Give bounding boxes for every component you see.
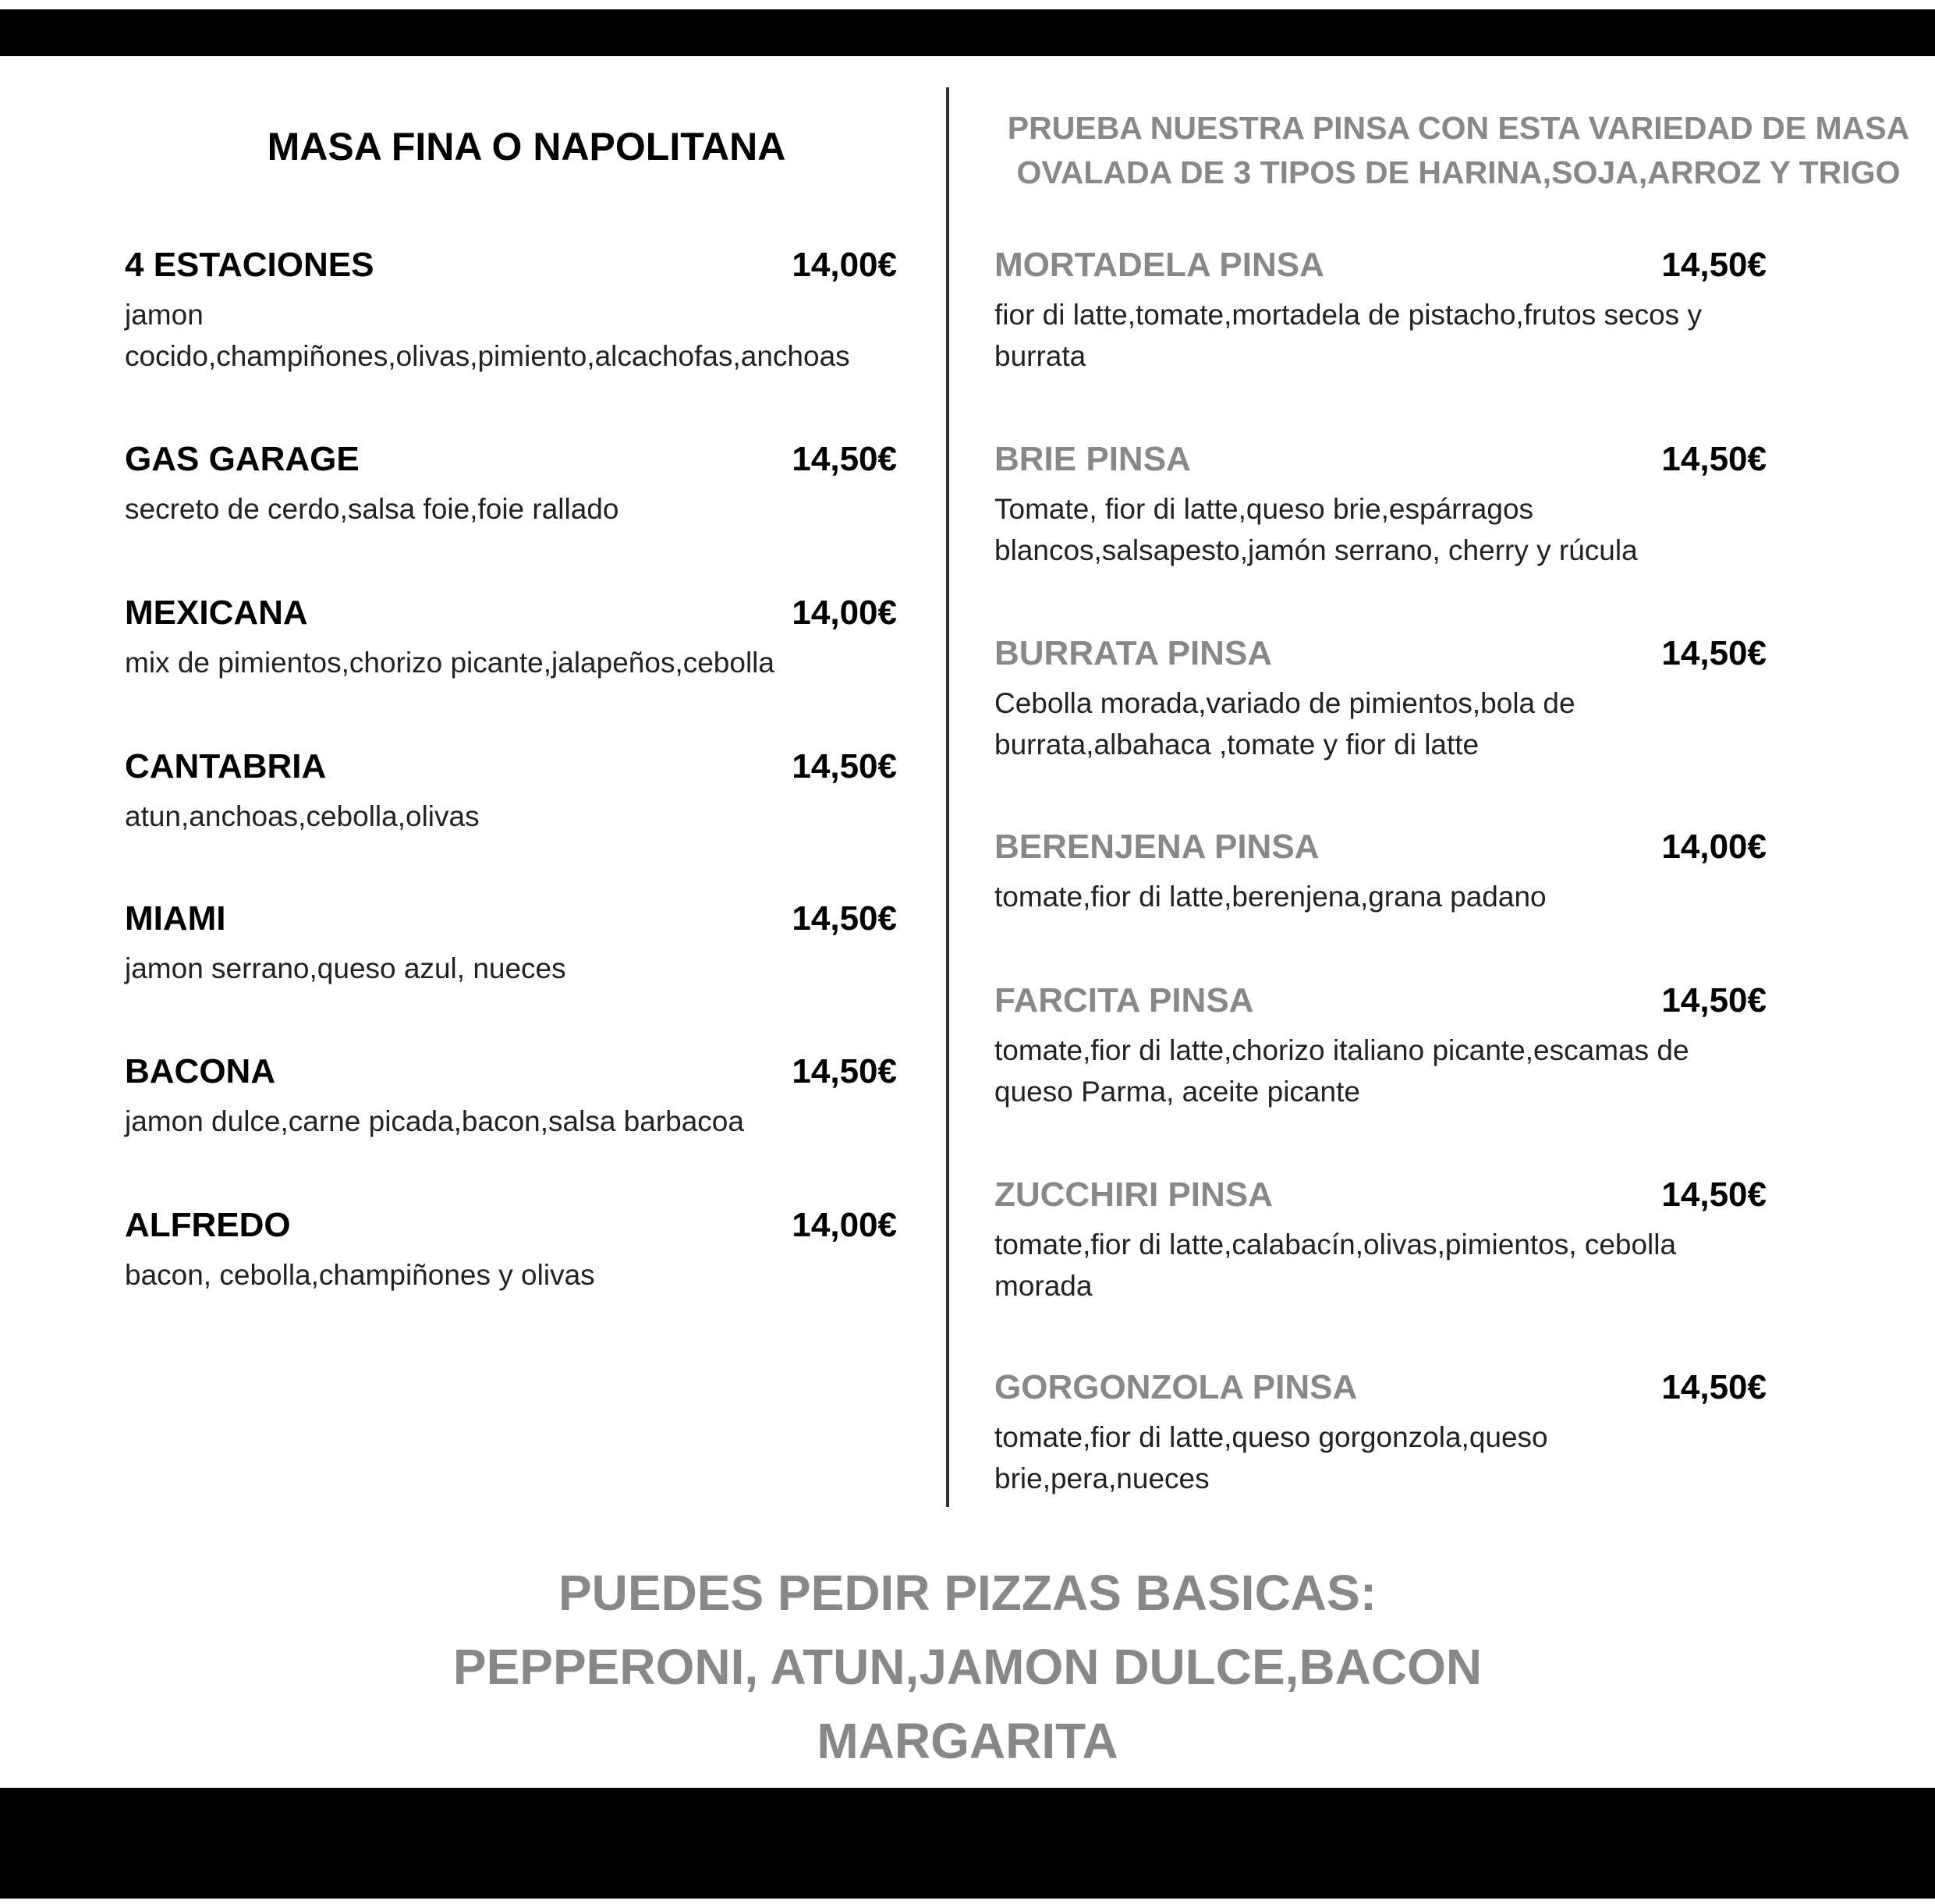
item-description: secreto de cerdo,salsa foie,foie rallado	[125, 493, 619, 525]
item-price: 14,00€	[792, 594, 897, 632]
item-name: ALFREDO	[125, 1206, 291, 1244]
item-name: GAS GARAGE	[125, 440, 360, 478]
item-description: fior di latte,tomate,mortadela de pistacho,frutos secos y burrata	[994, 299, 1702, 372]
item-name: 4 ESTACIONES	[125, 246, 374, 284]
menu-item	[994, 241, 1767, 377]
item-name: BERENJENA PINSA	[994, 828, 1320, 866]
menu-item	[125, 1048, 897, 1142]
item-price: 14,00€	[792, 1206, 897, 1244]
item-name: GORGONZOLA PINSA	[994, 1368, 1358, 1406]
item-price: 14,50€	[792, 440, 897, 478]
item-price: 14,50€	[1661, 1368, 1767, 1406]
item-name: MORTADELA PINSA	[994, 246, 1324, 284]
item-description: jamon serrano,queso azul, nueces	[125, 952, 566, 984]
menu-item	[994, 435, 1767, 571]
column-divider	[946, 87, 949, 1507]
item-description: Tomate, fior di latte,queso brie,espárragos blancos,salsapesto,jamón serrano, cherry y rúcula	[994, 493, 1638, 566]
item-description: atun,anchoas,cebolla,olivas	[125, 800, 480, 832]
menu-item	[994, 977, 1767, 1112]
footer-line-3: MARGARITA	[817, 1713, 1118, 1769]
basic-pizzas-note	[0, 1556, 1935, 1778]
item-name: CANTABRIA	[125, 747, 327, 785]
item-description: mix de pimientos,chorizo picante,jalapeños,cebolla	[125, 647, 774, 679]
left-section-title: MASA FINA O NAPOLITANA	[267, 125, 786, 168]
menu-item	[125, 241, 897, 377]
menu-item	[125, 1201, 897, 1296]
item-price: 14,50€	[792, 747, 897, 785]
item-price: 14,00€	[792, 246, 897, 284]
menu-item	[994, 629, 1767, 765]
right-title-line-2: OVALADA DE 3 TIPOS DE HARINA,SOJA,ARROZ Y TRIGO	[1016, 154, 1901, 190]
item-description: bacon, cebolla,champiñones y olivas	[125, 1259, 595, 1291]
item-name: ZUCCHIRI PINSA	[994, 1175, 1273, 1214]
item-name: FARCITA PINSA	[994, 981, 1254, 1019]
item-price: 14,50€	[792, 899, 897, 938]
item-name: BACONA	[125, 1052, 276, 1090]
item-name: MEXICANA	[125, 594, 308, 632]
item-price: 14,50€	[1661, 981, 1767, 1019]
right-title-line-1: PRUEBA NUESTRA PINSA CON ESTA VARIEDAD DE MASA	[1007, 110, 1910, 146]
menu-item	[125, 895, 897, 989]
menu-item	[125, 435, 897, 530]
menu-item	[994, 1171, 1767, 1307]
item-description: jamon cocido,champiñones,olivas,pimiento,alcachofas,anchoas	[125, 299, 850, 372]
item-description: tomate,fior di latte,berenjena,grana padano	[994, 881, 1547, 913]
item-description: tomate,fior di latte,calabacín,olivas,pimientos, cebolla morada	[994, 1229, 1677, 1302]
item-name: BRIE PINSA	[994, 440, 1191, 478]
right-section-title	[991, 106, 1926, 195]
menu-item	[994, 823, 1767, 917]
menu-item	[125, 589, 897, 683]
menu-item	[125, 743, 897, 837]
item-price: 14,50€	[1661, 246, 1767, 284]
menu-item	[994, 1363, 1767, 1499]
item-description: jamon dulce,carne picada,bacon,salsa barbacoa	[125, 1105, 744, 1137]
item-price: 14,50€	[1661, 440, 1767, 478]
bottom-black-band	[0, 1788, 1935, 1899]
top-black-band	[0, 9, 1935, 56]
item-description: tomate,fior di latte,queso gorgonzola,queso brie,pera,nueces	[994, 1421, 1548, 1494]
item-price: 14,50€	[792, 1052, 897, 1090]
item-price: 14,00€	[1661, 828, 1767, 866]
item-description: tomate,fior di latte,chorizo italiano picante,escamas de queso Parma, aceite picante	[994, 1034, 1689, 1108]
footer-line-2: PEPPERONI, ATUN,JAMON DULCE,BACON	[452, 1639, 1483, 1695]
item-name: BURRATA PINSA	[994, 634, 1273, 672]
item-price: 14,50€	[1661, 634, 1767, 672]
item-name: MIAMI	[125, 899, 226, 938]
item-price: 14,50€	[1661, 1175, 1767, 1214]
footer-line-1: PUEDES PEDIR PIZZAS BASICAS:	[558, 1565, 1377, 1621]
item-description: Cebolla morada,variado de pimientos,bola de burrata,albahaca ,tomate y fior di latte	[994, 687, 1575, 761]
